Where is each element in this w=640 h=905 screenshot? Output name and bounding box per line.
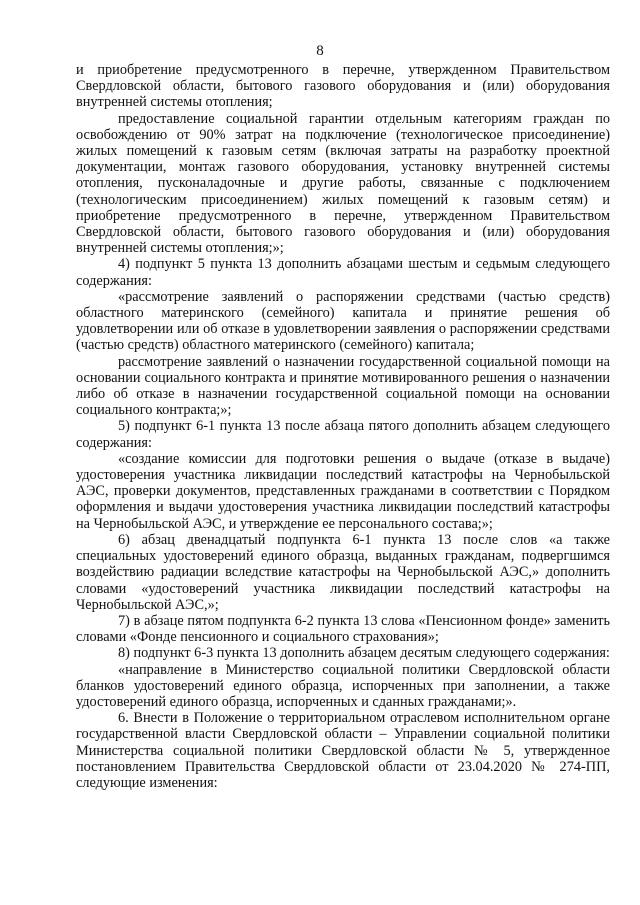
document-body [76, 62, 610, 791]
paragraph-continuation: и приобретение предусмотренного в перечне, утвержденном Правительством Свердловской области, бытового газового оборудования и (или) оборудования внутренней системы отопления; [76, 62, 610, 111]
paragraph-item-5: 5) подпункт 6-1 пункта 13 после абзаца пятого дополнить абзацем следующего содержания: [76, 418, 610, 451]
paragraph-item-6: 6) абзац двенадцатый подпункта 6-1 пункта 13 после слов «а также специальных удостоверений единого образца, выданных гражданам, подвергшимся воздействию радиации вследствие катастрофы на Чернобыльской АЭС,» дополнить словами «удостоверений участника ликвидации последствий катастрофы на Чернобыльской АЭС,»; [76, 531, 610, 613]
paragraph-maternity-capital: «рассмотрение заявлений о распоряжении средствами (частью средств) областного материнского (семейного) капитала и принятие решения об удовлетворении или об отказе в удовлетворении заявления о распоряжении средствами (частью средств) областного материнского (семейного) капитала; [76, 288, 610, 354]
paragraph-item-4: 4) подпункт 5 пункта 13 дополнить абзацами шестым и седьмым следующего содержания: [76, 256, 610, 289]
paragraph-item-8: 8) подпункт 6-3 пункта 13 дополнить абзацем десятым следующего содержания: [118, 645, 610, 662]
paragraph-item-7: 7) в абзаце пятом подпункта 6-2 пункта 13 слова «Пенсионном фонде» заменить словами «Фонде пенсионного и социального страхования»; [76, 612, 610, 646]
paragraph-chernobyl-commission: «создание комиссии для подготовки решения о выдаче (отказе в выдаче) удостоверения участника ликвидации последствий катастрофы на Чернобыльской АЭС, проверки документов, представленных гражданами в соответствии с Порядком оформления и выдачи удостоверения участника ликвидации последствий катастрофы на Чернобыльской АЭС, и утверждение ее персонального состава;»; [76, 450, 610, 532]
paragraph-social-contract: рассмотрение заявлений о назначении государственной социальной помощи на основании социального контракта и принятие мотивированного решения о назначении либо об отказе в назначении государственной социальной помощи на основании социального контракта;»; [76, 353, 610, 419]
paragraph-social-guarantee: предоставление социальной гарантии отдельным категориям граждан по освобождению от 90% затрат на подключение (технологическое присоединение) жилых помещений к газовым сетям (включая затраты на разработку проектной документации, монтаж газового оборудования, установку внутренней системы отопления, пусконаладочные и другие работы, связанные с подключением (технологическим присоединением) жилых помещений к газовым сетям) и приобретение предусмотренного в перечне, утвержденном Правительством Свердловской области, бытового газового оборудования и (или) оборудования внутренней системы отопления;»; [76, 110, 610, 257]
page-number: 8 [316, 43, 324, 59]
paragraph-section-6: 6. Внести в Положение о территориальном отраслевом исполнительном органе государственной власти Свердловской области – Управлении социальной политики Министерства социальной политики Свердловской области № 5, утвержденное постановлением Правительства Свердловской области от 23.04.2020 № 274-ПП, следующие изменения: [76, 710, 610, 791]
paragraph-blank-forms: «направление в Министерство социальной политики Свердловской области бланков удостоверений единого образца, испорченных при заполнении, а также удостоверений единого образца, испорченных и сданных гражданами;». [76, 661, 610, 710]
